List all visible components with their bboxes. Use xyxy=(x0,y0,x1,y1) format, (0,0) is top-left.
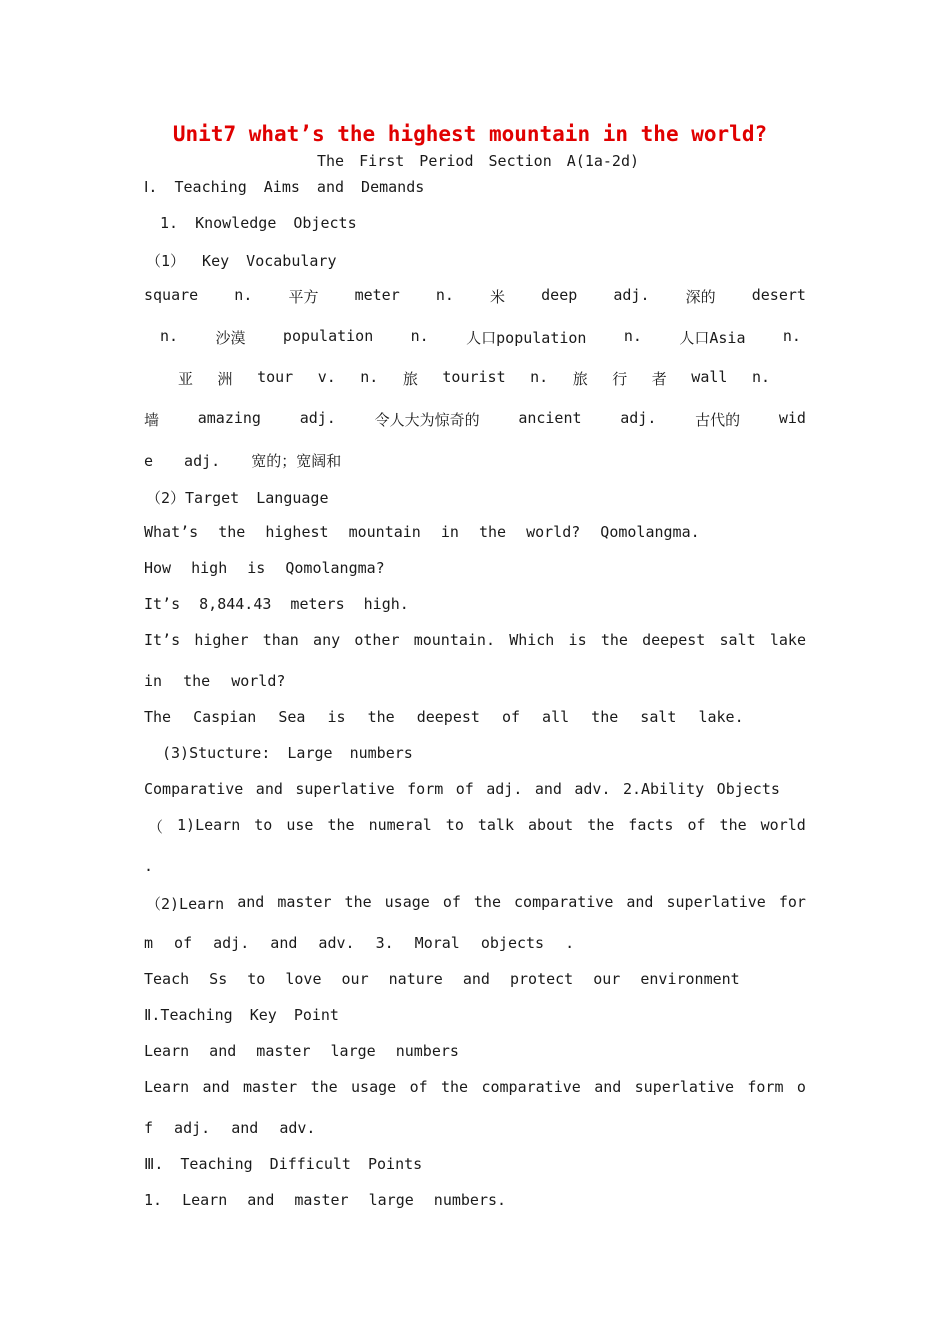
vocab-line: square n. 平方 meter n. 米 deep adj. 深的 desert xyxy=(144,286,806,306)
page-title: Unit7 what’s the highest mountain in the world? xyxy=(172,122,768,146)
vocab-line: 亚 洲 tour v. n. 旅 tourist n. 旅 行 者 wall n. xyxy=(178,368,770,388)
sentence: The Caspian Sea is the deepest of all the salt lake. xyxy=(144,708,744,726)
structure-heading: (3)Stucture: Large numbers xyxy=(162,744,413,762)
ability-objective: . xyxy=(144,857,154,875)
page-subtitle: The First Period Section A(1a-2d) xyxy=(316,152,639,170)
key-vocabulary-heading: （1） Key Vocabulary xyxy=(146,252,337,270)
comparative-line: Comparative and superlative form of adj. and adv. 2.Ability Objects xyxy=(144,780,780,798)
ability-objective: （ 1)Learn to use the numeral to talk about the facts of the world xyxy=(148,816,806,836)
difficult-point-item: 1. Learn and master large numbers. xyxy=(144,1191,507,1209)
sentence: It’s 8,844.43 meters high. xyxy=(144,595,409,613)
ability-objective: （2)Learn and master the usage of the comparative and superlative for xyxy=(146,893,806,913)
key-point-item: Learn and master the usage of the comparative and superlative form o xyxy=(144,1078,806,1096)
section-heading-difficult-points: Ⅲ. Teaching Difficult Points xyxy=(144,1155,423,1173)
ability-objective: m of adj. and adv. 3. Moral objects . xyxy=(144,934,575,952)
vocab-line: e adj. 宽的；宽阔和 xyxy=(144,452,342,470)
sentence: How high is Qomolangma? xyxy=(144,559,385,577)
target-language-heading: （2）Target Language xyxy=(146,489,329,507)
knowledge-objects-heading: 1. Knowledge Objects xyxy=(160,214,357,232)
section-heading-aims: Ⅰ. Teaching Aims and Demands xyxy=(144,178,425,196)
key-point-item: f adj. and adv. xyxy=(144,1119,316,1137)
sentence: It’s higher than any other mountain. Which is the deepest salt lake xyxy=(144,631,806,649)
vocab-line: n. 沙漠 population n. 人口population n. 人口Asia n. xyxy=(160,327,801,347)
sentence: What’s the highest mountain in the world? Qomolangma. xyxy=(144,523,700,541)
section-heading-key-point: Ⅱ.Teaching Key Point xyxy=(144,1006,339,1024)
vocab-line: 墙 amazing adj. 令人大为惊奇的 ancient adj. 古代的 wid xyxy=(144,409,806,429)
key-point-item: Learn and master large numbers xyxy=(144,1042,459,1060)
sentence: in the world? xyxy=(144,672,286,690)
moral-objective: Teach Ss to love our nature and protect our environment xyxy=(144,970,740,988)
